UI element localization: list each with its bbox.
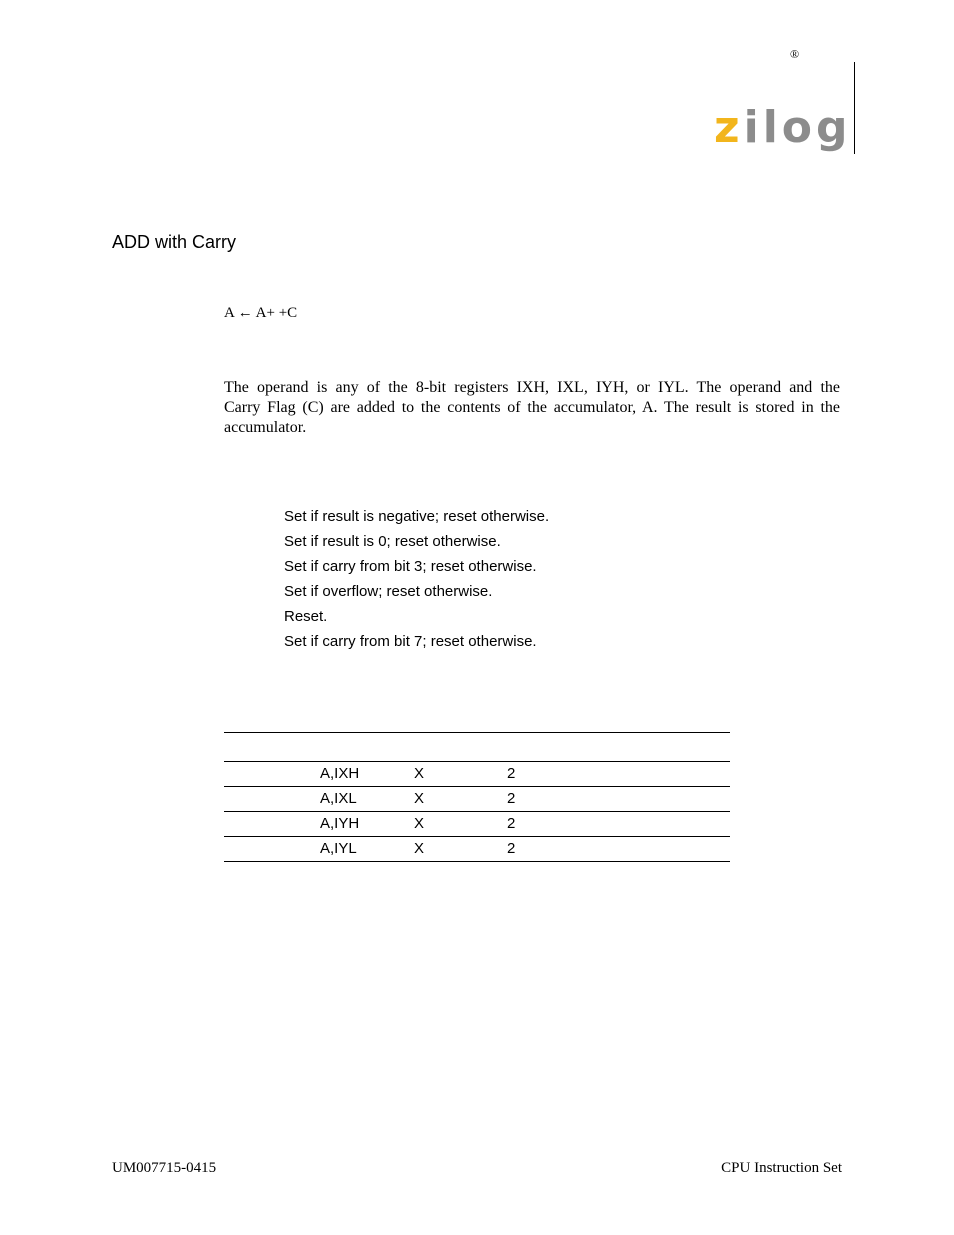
table-cell-operand: A,IXL — [320, 790, 357, 807]
table-cell-operand: A,IXH — [320, 765, 360, 782]
flag-item-pv: Set if overflow; reset otherwise. — [284, 583, 493, 600]
table-cell-operand: A,IYL — [320, 840, 357, 857]
table-cell-x: X — [414, 840, 425, 857]
flag-item-h: Set if carry from bit 3; reset otherwise. — [284, 558, 537, 575]
table-row — [224, 787, 730, 812]
description-line-1: The operand is any of the 8-bit registers IXH, IXL, IYH, or IYL. The operand and the — [224, 379, 840, 396]
description — [224, 378, 840, 438]
registered-mark: ® — [790, 47, 800, 61]
table-cell-operand: A,IYH — [320, 815, 360, 832]
table-cell-x: X — [414, 790, 425, 807]
footer-section-name: CPU Instruction Set — [721, 1160, 842, 1176]
flag-item-s: Set if result is negative; reset otherwise. — [284, 508, 550, 525]
footer-doc-id: UM007715-0415 — [112, 1160, 217, 1176]
flag-item-z: Set if result is 0; reset otherwise. — [284, 533, 501, 550]
table-row — [224, 812, 730, 837]
zilog-logo — [712, 104, 852, 160]
flag-item-c: Set if carry from bit 7; reset otherwise. — [284, 633, 537, 650]
flag-item-n: Reset. — [284, 608, 328, 625]
zilog-logo-text: zilog — [714, 104, 852, 153]
table-cell-x: X — [414, 815, 425, 832]
table-header — [224, 733, 730, 762]
table-row — [224, 837, 730, 862]
table-cell-value: 2 — [507, 790, 516, 807]
header-vertical-rule — [854, 62, 855, 154]
table-cell-x: X — [414, 765, 425, 782]
table-cell-value: 2 — [507, 840, 516, 857]
operation-formula: A ← A+ +C — [224, 305, 298, 321]
table-row — [224, 762, 730, 787]
condition-bits-list — [284, 506, 549, 656]
table-cell-value: 2 — [507, 815, 516, 832]
table-cell-value: 2 — [507, 765, 516, 782]
instruction-table — [224, 732, 730, 862]
section-title: ADD with Carry — [112, 232, 237, 252]
description-line-3: accumulator. — [224, 419, 307, 436]
description-line-2: Carry Flag (C) are added to the contents of the accumulator, A. The result is stored in the — [224, 399, 840, 416]
